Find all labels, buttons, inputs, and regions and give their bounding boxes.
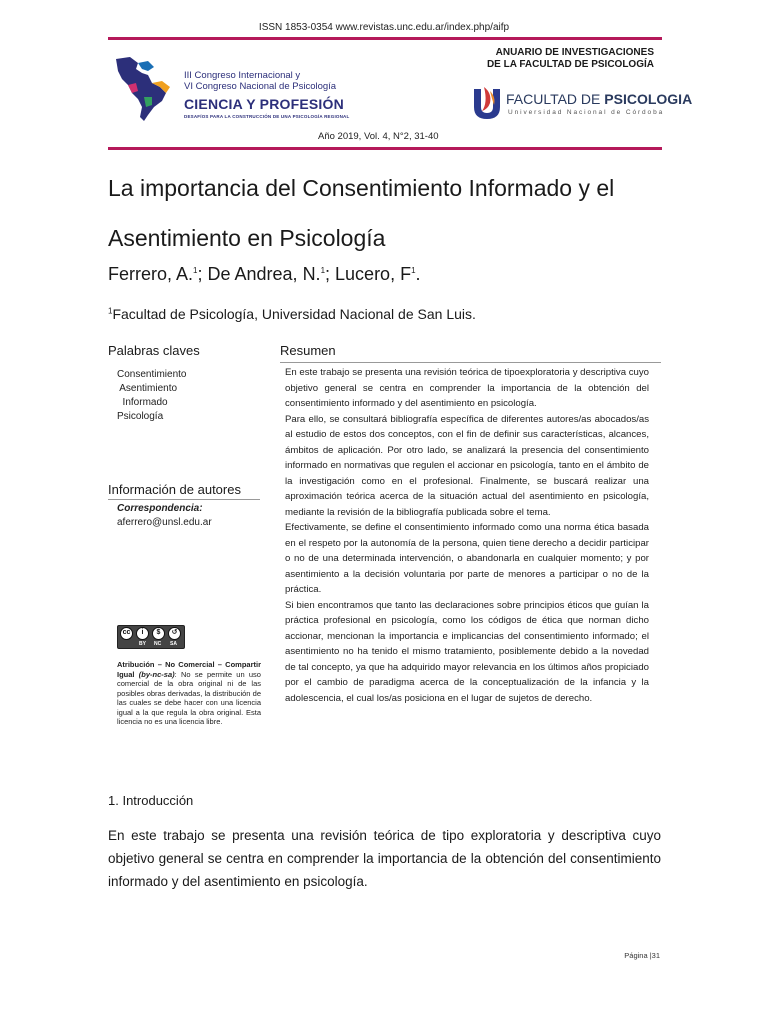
authors-info-heading: Información de autores xyxy=(108,482,260,500)
keywords-list xyxy=(117,368,186,424)
latin-america-map-icon xyxy=(108,53,182,123)
author-sup: 1 xyxy=(193,266,198,275)
correspondence-email[interactable]: aferrero@unsl.edu.ar xyxy=(117,517,212,528)
keyword-item: Psicología xyxy=(117,411,164,422)
header-top-rule xyxy=(108,37,662,40)
authors-line xyxy=(108,264,421,285)
cc-sa-icon: ↺ xyxy=(168,627,181,640)
cc-label: NC xyxy=(154,641,162,647)
license-bold: Atribución – No Comercial – Compartir Igual xyxy=(117,660,261,679)
creative-commons-badge[interactable] xyxy=(117,625,185,649)
article-title-line-2: Asentimiento en Psicología xyxy=(108,225,386,251)
author-sep: . xyxy=(415,264,421,284)
article-title xyxy=(108,163,668,263)
keywords-heading: Palabras claves xyxy=(108,343,200,358)
author-name: De Andrea, N. xyxy=(207,264,321,284)
cc-label: BY xyxy=(139,641,146,647)
abstract-paragraph: Si bien encontramos que tanto las declaraciones sobre principios éticos que guían la práctica profesional en psicología, como los códigos de ética que norman dicho accionar, mencionan la importancia e implicancias del consentimiento informado; el asentimiento no ha tenido el mismo tratamiento, posiblemente debido a la novedad de tal concepto, ya que ha adquirido mayor relevancia en los últimos años propiciado por el cambio de paradigma acerca de la conceptualización de la infancia y la adolescencia, el cual los/as posiciona en el lugar de sujetos de derecho. xyxy=(285,599,649,704)
cc-icon: cc xyxy=(120,627,133,640)
cc-label: SA xyxy=(170,641,177,647)
author-name: Ferrero, A. xyxy=(108,264,194,284)
author-sep: ; xyxy=(325,264,336,284)
cc-nc-icon: $ xyxy=(152,627,165,640)
congress-line-1: III Congreso Internacional y xyxy=(184,70,301,81)
affiliation-sup: 1 xyxy=(108,306,113,316)
author-sup: 1 xyxy=(320,266,326,275)
license-code: (by-nc-sa) xyxy=(138,669,175,679)
abstract-body xyxy=(285,365,649,706)
license-text xyxy=(117,660,261,727)
anuario-line-2: DE LA FACULTAD DE PSICOLOGÍA xyxy=(486,59,654,70)
affiliation xyxy=(108,306,476,322)
issn-line: ISSN 1853-0354 www.revistas.unc.edu.ar/index.php/aifp xyxy=(258,22,510,33)
anuario-line-1: ANUARIO DE INVESTIGACIONES xyxy=(495,47,654,58)
keyword-item: Informado xyxy=(117,397,168,408)
faculty-university: Universidad Nacional de Córdoba xyxy=(508,109,665,116)
keyword-item: Asentimiento xyxy=(117,383,178,394)
page-number: Página |31 xyxy=(624,951,660,960)
article-title-line-1: La importancia del Consentimiento Informado y el xyxy=(108,175,615,201)
faculty-prefix: FACULTAD DE xyxy=(506,91,605,107)
keyword-item: Consentimiento xyxy=(117,369,187,380)
congress-logo xyxy=(108,53,358,123)
congress-name: CIENCIA Y PROFESIÓN xyxy=(184,96,344,112)
author-sup: 1 xyxy=(411,266,416,275)
faculty-name-bold: PSICOLOGIA xyxy=(604,91,693,107)
abstract-heading: Resumen xyxy=(280,343,336,358)
author-name: Lucero, F xyxy=(335,264,412,284)
congress-line-2: VI Congreso Nacional de Psicología xyxy=(184,81,337,92)
issue-info: Año 2019, Vol. 4, N°2, 31-40 xyxy=(318,131,439,142)
faculty-name xyxy=(506,91,692,107)
correspondence-label: Correspondencia: xyxy=(117,503,203,514)
abstract-paragraph: Para ello, se consultará bibliografía específica de diferentes autores/as abocados/as al estudio de estos dos conceptos, con el fin de definir sus características, alcances, ámbitos de aplicación. Por otro lado, se analizará la presencia del consentimiento informado en normativas que regulen el accionar en psicología, tanto en el ámbito de la investigación como en el profesional. Finalmente, se buscará realizar una aproximación teórica acerca de la situación actual del asentimiento en psicología, mediante la revisión de la bibliografía publicada sobre el tema. xyxy=(285,413,649,518)
intro-paragraph: En este trabajo se presenta una revisión teórica de tipo exploratoria y descriptiva cuyo objetivo general se centra en comprender la importancia de la obtención del consentimiento informado y del asentimiento en psicología. xyxy=(108,828,661,889)
abstract-rule xyxy=(280,362,661,363)
section-heading: 1. Introducción xyxy=(108,793,194,808)
congress-tagline: DESAFÍOS PARA LA CONSTRUCCIÓN DE UNA PSICOLOGÍA REGIONAL xyxy=(184,114,350,119)
faculty-logo xyxy=(470,83,693,123)
license-body: : No se permite un uso comercial de la obra original ni de las posibles obras derivadas, la distribución de las cuales se debe hacer con una licencia igual a la que regula la obra original. Esta licencia no es una licencia libre. xyxy=(117,669,261,726)
author-sep: ; xyxy=(197,264,208,284)
cc-by-icon: i xyxy=(136,627,149,640)
faculty-emblem-icon xyxy=(470,85,504,121)
header-bottom-rule xyxy=(108,147,662,150)
affiliation-text: Facultad de Psicología, Universidad Nacional de San Luis. xyxy=(112,306,476,322)
abstract-paragraph: En este trabajo se presenta una revisión teórica de tipoexploratoria y descriptiva cuyo objetivo general se centra en comprender la importancia de la obtención del consentimiento informado y del asentimiento en psicología. xyxy=(285,367,649,409)
abstract-paragraph: Efectivamente, se define el consentimiento informado como una norma ética basada en el respeto por la autonomía de la persona, quien tiene derecho a decidir participar o no de una determinada intervención, o abandonarla en cualquier momento; y por asentimiento a la decisión voluntaria por parte de menores a participar o no de la práctica. xyxy=(285,522,649,595)
anuario-title xyxy=(487,47,654,71)
